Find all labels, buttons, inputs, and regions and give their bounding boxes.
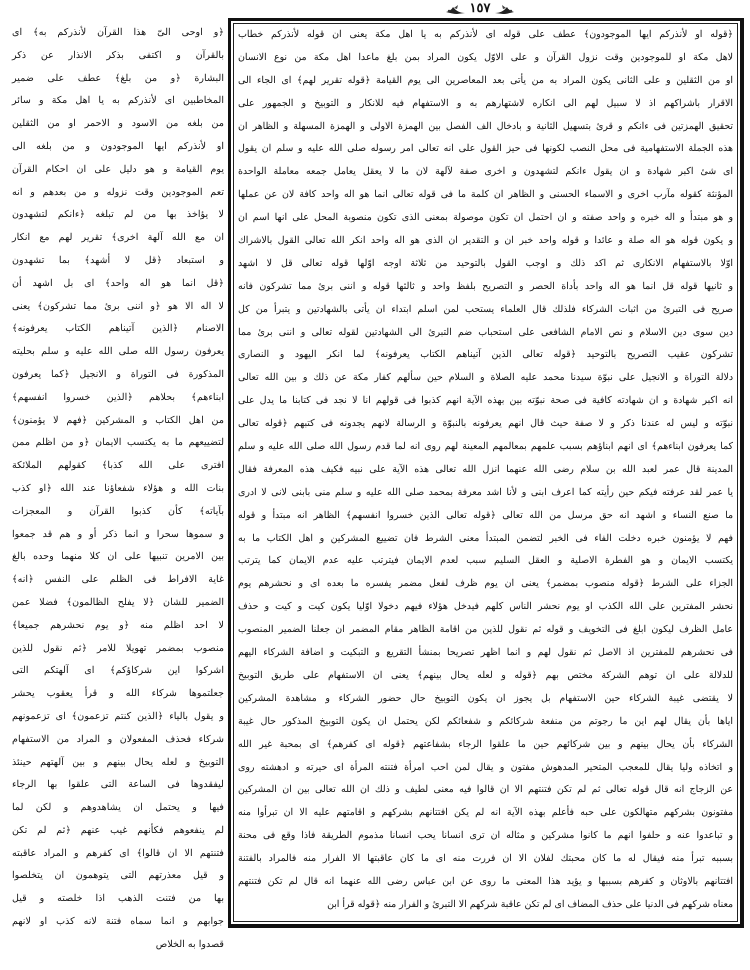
text-line: المدينة قال عمر لعبد الله بن سلام رضى الله عنهما انزل الله تعالى هذه الآية على نبيه فكيف هذه المعرفة فقال: [238, 463, 733, 475]
text-line: لا يقتضى غيبة الشركاء حين الاستفهام بل يجوز ان يكون التوبيخ حال حضور الشركاء و مشاهدة المشركين: [238, 692, 733, 704]
text-line: ﴿قوله او لأنذركم ايها الموجودون﴾ عطف على قوله اى لأنذركم به يا اهل مكة يعنى ان قوله لأنذركم خطاب: [238, 29, 733, 40]
text-line: الضمير للشان ﴿لا يفلح الظالمون﴾ فضلا عمن: [12, 596, 224, 608]
text-line: عن الزجاج انه قال قوله تعالى ثم لم تكن فتنتهم الا ان قالوا فيه معنى لطيف و ذلك ان الله تعالى بين ان المشركين: [238, 784, 733, 796]
text-line: او لأنذركم ايها الموجودون و من بلغه الى: [12, 140, 224, 152]
text-line: اوّلا بالاستفهام الانكارى ثم اكد ذلك و اوجب القول بالتوحيد من ثلاثة اوجه اوّلها قوله تعالى قل لا اشهد: [238, 257, 733, 269]
text-line: ما صنع النساء و اشهد انه حق مرسل من الله تعالى ﴿قوله تعالى الذين خسروا انفسهم﴾ الظاهر انه مبتدأ و قوله: [238, 509, 733, 521]
text-line: نحشر المفترين على الله الكذب او يوم نحشر الناس كلهم فيدخل هؤلاء فيهم دخولا اوّليا يكون كيت و كيت و حذف: [238, 601, 733, 613]
text-line: دلالة التوراة و الانجيل على نبوّة سيدنا محمد عليه الصلاة و السلام حين سألهم كفار مكة عن ذلك و بين الله تعالى: [238, 372, 733, 384]
text-line: منصوب بمضمر تهويلا للامر ﴿ثم نقول للذين: [12, 642, 224, 654]
text-line: و سموها سحرا و انما ذكر أو و هم قد جمعوا: [12, 528, 224, 540]
text-line: الاقرار باشراكهم اذ لا سبيل لهم الى انكاره لاشتهارهم به و الاستفهام فيه للانكار و التوبيخ و الجمهور على: [238, 97, 733, 109]
text-line: ليفقدوها فى الساعة التى علقوا بها الرجاء: [12, 779, 224, 791]
text-line: و يقول بالياء ﴿الذين كنتم تزعمون﴾ اى تزعمونهم: [12, 710, 224, 722]
text-line: ﴿قل انما هو اله واحد﴾ اى بل اشهد أن: [12, 277, 224, 289]
text-line: بين الامرين تنبيها على ان كلا منهما وحده بالغ: [12, 551, 224, 563]
text-line: تشركون عقيب التصريح بالتوحيد ﴿قوله تعالى الذين آتيناهم الكتاب يعرفونه﴾ لما انكر اليهود و النصارى: [238, 349, 733, 361]
text-line: الاصنام ﴿الذين آتيناهم الكتاب يعرفونه﴾: [12, 323, 224, 335]
text-line: صريح فى التبرئ من اثبات الشركاء فلذلك قال العلماء يستحب لمن اسلم ابتداء ان يأتى بالشهادتين و يتبرأ من كل: [238, 303, 733, 315]
text-line: فيها و يحتمل ان يشاهدوهم و لكن لما: [12, 802, 224, 814]
page-header: [430, 0, 530, 18]
text-line: الشركاء بأن يحال بينهم و بين شركائهم حين ما علقوا الرجاء بشفاعتهم ﴿قوله اى كفرهم﴾ اى بمحبة غير الله: [238, 738, 733, 750]
text-line: لم ينفعوهم فكأنهم غيب عنهم ﴿ثم لم تكن: [12, 824, 224, 836]
text-line: بآياته﴾ كأن كذبوا القرآن و المعجزات: [12, 505, 224, 517]
text-line: اى شئ اكبر شهادة و ان يقول ءانكم لتشهدون و اخرى صفة لآلهة لان ما لا يعقل يعامل جمعه معاملة الواحدة: [238, 166, 733, 178]
text-line: شركاء فحذف المفعولان و المراد من الاستفهام: [12, 733, 224, 745]
text-line: لا احد اظلم منه ﴿و يوم نحشرهم جميعا﴾: [12, 619, 224, 631]
text-line: اياها بأن يقال لهم اين ما رجوتم من منفعة شركائكم و شفعائكم لكن يحتمل ان يكون التوبيخ المذكور حال غيبة: [238, 715, 733, 727]
text-line: لاهل مكة او للموجودين وقت نزول القرآن و على الاوّل يكون المراد بمن بلغ ماعدا اهل مكة من نوع الانسان: [238, 51, 733, 63]
text-line: و قيل معذرتهم التى يتوهمون ان يتخلصوا: [12, 870, 224, 882]
text-line: معناه شركهم فى الدنيا على حذف المضاف اى لم تكن عاقبة شركهم الا التبرئ و الفرار منه ﴿قوله قرأ ابن: [327, 898, 733, 910]
text-line: افترى على الله كذبا﴾ كقولهم الملائكة: [12, 460, 224, 472]
text-line: و يكون قوله هو اله صلة و عائدا و قوله واحد خبر ان و التقدير ان الذى هو اله واحد انكر الله تعالى القول بالاشراك: [238, 235, 733, 247]
text-line: لا اله الا هو ﴿و اننى برئ مما تشركون﴾ يعنى: [12, 300, 224, 312]
text-line: يكتسب الايمان و هو الفطرة الاصلية و العقل السليم سبب لعدم الايمان فيترتب عليه عدم الايمان كما يترتب: [238, 555, 733, 567]
text-line: لتضييعهم ما به يكتسب الايمان ﴿و من اظلم ممن: [12, 437, 224, 449]
text-line: من اهل الكتاب و المشركين ﴿فهم لا يؤمنون﴾: [12, 414, 224, 426]
text-line: افتتانهم بالاوثان و كفرهم بسببها و يؤيد هذا المعنى ما روى عن ابن عباس رضى الله عنهما انه قال لم تكن فتنتهم: [238, 875, 733, 887]
text-line: المخاطبين اى لأنذركم به يا اهل مكة و سائر: [12, 95, 224, 107]
text-line: يعرفون رسول الله صلى الله عليه و سلم بحليته: [12, 346, 224, 358]
page-number: ١٥٧: [469, 1, 491, 16]
text-line: اشركوا اين شركاؤكم﴾ اى آلهتكم التى: [12, 665, 224, 677]
text-line: فتنتهم الا ان قالوا﴾ اى كفرهم و المراد عاقبته: [12, 847, 224, 859]
text-line: و ثانيها قوله قل انما هو اله واحد بأداة الحصر و التصريح بلفظ واحد و ثالثها قوله و اننى برئ مما تشركون فانه: [238, 280, 733, 292]
text-line: قصدوا به الخلاص: [155, 938, 224, 950]
text-line: فى نحشرهم للمفترين اذ الاصل ثم نقول لهم و انما اظهر تصريحا بمنشأ التقريع و التبكيت و اضافة الشركاء اليهم: [238, 647, 733, 659]
text-line: يوم القيامة و هو دليل على ان احكام القرآن: [12, 163, 224, 175]
text-line: مفتونون بشركهم متهالكون على حبه فأعلم بهذه الآية انه لم يكن افتتانهم بشركهم و اقامتهم عليه الا ان تبرأوا منه: [238, 807, 733, 819]
text-line: فهم لا يؤمنون خبره دخلت الفاء فى الخبر لتضمن المبتدأ معنى الشرط فان تضييع المشركين و اهل الكتاب ما به: [238, 532, 733, 544]
floral-ornament-icon: [494, 3, 516, 15]
text-line: غاية الافراط فى الظلم على النفس ﴿انه﴾: [12, 574, 224, 586]
text-line: نبوّته و ليس له عندنا ذكر و لا صفة حيث قال انهم يعرفونه بالنبوّة و الرسالة لانهم يجدونه فى كتبهم ﴿قوله تعالى: [238, 418, 733, 430]
commentary-frame: [228, 18, 744, 928]
text-line: جوابهم و انما سماه فتنة لانه كذب او لانهم: [12, 916, 224, 928]
text-line: المؤنثة كقوله مآرب اخرى و الاسماء الحسنى و الظاهر ان كلمة ما فى قوله تعالى انما هو اله واحد كافة لان عن عملها: [238, 189, 733, 201]
text-line: تعم الموجودين وقت نزوله و من بعدهم و انه: [12, 186, 224, 198]
text-line: دين سوى دين الاسلام و نص الامام الشافعى على استحباب ضم التبرئ الى الشهادتين لقوله تعالى و اننى برئ مما: [238, 326, 733, 338]
text-line: البشارة ﴿و من بلغ﴾ عطف على ضمير: [12, 72, 224, 84]
text-line: هذه الجملة الاستفهامية فى محل النصب لكونها فى حيز القول على انه تعالى امر رسوله صلى الله عليه و سلم ان يقول: [238, 143, 733, 155]
text-line: بسببه تبرأ منه فيقال له ما كان محبتك لفلان الا ان فررت منه اى ما كان عاقبتها الا الفرار منه فالمراد بالفتنة: [238, 853, 733, 865]
text-line: عامل الظرف ليكون ابلغ فى التخويف و قوله ثم نقول للذين من اقامة الظاهر مقام المضمر ان جعلنا الضمير المنصوب: [238, 624, 733, 636]
text-line: التوبيخ و لعله يحال بينهم و بين آلهتهم حينئذ: [12, 756, 224, 768]
text-line: ان مع الله آلهة اخرى﴾ تقرير لهم مع انكار: [12, 232, 224, 244]
text-line: و هو مبتدأ و اله خبره و واحد صفته و ان احتمل ان تكون موصولة بمعنى الذى تكون منصوبة المحل على انها اسم ان: [238, 212, 733, 224]
text-line: الجزاء على الشرط ﴿قوله منصوب بمضمر﴾ يعنى ان يوم ظرف لفعل مضمر يفسره ما بعده اى و نحشرهم يوم: [238, 578, 733, 590]
text-line: يا عمر لقد عرفته فيكم حين رأيته كما اعرف ابنى و لأنا اشد معرفة بمحمد صلى الله عليه و سلم منى بابنى لانى لا ادرى: [238, 486, 733, 498]
commentary-text: [238, 24, 733, 917]
text-line: و استبعاد ﴿قل لا أشهد﴾ بما تشهدون: [12, 254, 224, 266]
text-line: تحقيق الهمزتين فى ءانكم و قرئ بتسهيل الثانية و بادخال الف الفصل بين الهمزة الاولى و الهمزة المسهلة و الظاهر ان: [238, 120, 733, 132]
floral-ornament-icon: [444, 3, 466, 15]
text-line: من بلغه من الاسود و الاحمر او من الثقلين: [12, 118, 224, 130]
text-line: و تباعدوا عنه و حلفوا انهم ما كانوا مشركين و مثاله ان ترى انسانا يحب انسانا مذموم الطريقة فاذا وقع فى محنة: [238, 830, 733, 842]
tafsir-column: [12, 22, 224, 957]
text-line: ابناءهم﴾ بحلاهم ﴿الذين خسروا انفسهم﴾: [12, 391, 224, 403]
text-line: بنات الله و هؤلاء شفعاؤنا عند الله ﴿او كذب: [12, 482, 224, 494]
text-line: المذكورة فى التوراة و الانجيل ﴿كما يعرفون: [12, 368, 224, 380]
text-line: انه اكبر شهادة و ان شهادته كافية فى صحة نبوّته بين بهذه الآية انهم كذبوا فى قولهم انا لا نجد فى كتابنا ما يدل على: [238, 395, 733, 407]
text-line: جعلتموها شركاء الله و قرأ يعقوب يحشر: [12, 688, 224, 700]
text-line: او من الثقلين و على الثانى يكون المراد به من يأتى بعد المعاصرين الى يوم القيامة ﴿قوله تقرير لهم﴾ اى الجاء الى: [238, 74, 733, 86]
text-line: كما يعرفون ابناءهم﴾ اى انهم ابناؤهم بسبب علمهم بمعالمهم المعينة لهم روى انه لما قدم رسول الله صلى الله عليه و سلم: [238, 441, 733, 453]
text-line: و اتخاذه وليا يقال للمعجب المتحير المدهوش مفتون و يقال لمن احب امرأة فتنته المرأة اى حيرته و ادهشته روى: [238, 761, 733, 773]
text-line: لا يؤاخذ بها من لم تبلغه ﴿ءانكم لتشهدون: [12, 209, 224, 221]
text-line: بها من فتنت الذهب اذا خلصته و قيل: [12, 893, 224, 905]
text-line: للدلالة على ان توهم الشركة مختص بهم ﴿قوله و لعله يحال بينهم﴾ يعنى ان الاستفهام على طريق التوبيخ: [238, 669, 733, 681]
text-line: بالقرآن و اكتفى بذكر الانذار عن ذكر: [12, 49, 224, 61]
text-line: ﴿و اوحى الىّ هذا القرآن لأنذركم به﴾ اى: [12, 27, 224, 38]
